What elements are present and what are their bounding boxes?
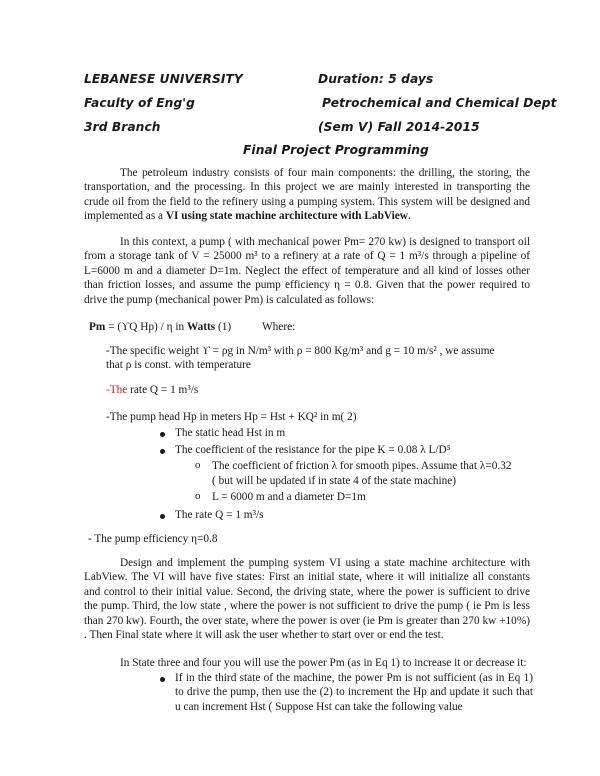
length-diameter-item: L = 6000 m and a diameter D=1m bbox=[212, 491, 366, 503]
specific-weight-line-2: that ρ is const. with temperature bbox=[106, 359, 251, 371]
equation-where: Where: bbox=[262, 321, 296, 333]
equation-number: (1) bbox=[215, 321, 232, 333]
pump-efficiency-line: - The pump efficiency η=0.8 bbox=[88, 533, 218, 545]
resistance-coefficient-item: The coefficient of the resistance for the pipe K = 0.08 λ L/D⁵ bbox=[175, 444, 451, 456]
circle-bullet-icon: o bbox=[195, 490, 201, 502]
faculty-name: Faculty of Eng'g bbox=[84, 96, 195, 110]
department-name: Petrochemical and Chemical Dept bbox=[322, 96, 557, 110]
intro-paragraph-1 bbox=[84, 166, 530, 224]
semester: (Sem V) Fall 2014-2015 bbox=[318, 120, 480, 134]
friction-coefficient-note: ( but will be updated if in state 4 of the state machine) bbox=[212, 475, 457, 487]
circle-bullet-icon: o bbox=[195, 459, 201, 471]
intro-paragraph-2: In this context, a pump ( with mechanical power Pm= 270 kw) is designed to transport oil from a storage tank of V = 25000 m³ to a refinery at a rate of Q = 1 m³/s through a pipeline of L=6000 m and a diameter D=1m. Neglect the effect of temperature and all kind of losses other than friction losses, and assume the pump efficiency η = 0.8. Given that the power required to drive the pump (mechanical power Pm) is calculated as follows: bbox=[84, 236, 530, 306]
specific-weight-line-1: -The specific weight ϒ = ρg in N/m³ with ρ = 800 Kg/m³ and g = 10 m/s² , we assume bbox=[106, 345, 495, 357]
university-name: LEBANESE UNIVERSITY bbox=[84, 72, 243, 86]
bullet-icon bbox=[160, 514, 165, 519]
static-head-item: The static head Hst in m bbox=[175, 427, 286, 439]
duration: Duration: 5 days bbox=[318, 72, 434, 86]
equation-rhs: = (ϒQ Hp) / η in bbox=[105, 321, 187, 333]
bullet-icon bbox=[160, 432, 165, 437]
bullet-icon bbox=[160, 449, 165, 454]
rate-text: rate Q = 1 m³/s bbox=[127, 384, 199, 396]
equation-units: Watts bbox=[186, 321, 216, 333]
friction-coefficient-item: The coefficient of friction λ for smooth pipes. Assume that λ=0.32 bbox=[212, 460, 512, 472]
equation-lhs: Pm bbox=[89, 321, 106, 333]
power-equation bbox=[89, 320, 231, 334]
third-state-item: If in the third state of the machine, the power Pm is not sufficient (as in Eq 1) to drive the pump, then use the (2) to increment the Hp and update it such that u can increment Hst ( Suppose Hst can take the following value bbox=[175, 672, 533, 713]
page-title: Final Project Programming bbox=[243, 143, 429, 157]
intro-text-bold: VI using state machine architecture with LabView bbox=[165, 210, 408, 223]
design-paragraph: Design and implement the pumping system VI using a state machine architecture with LabView. The VI will have five states: First an initial state, where it will initialize all constants and control to their initial value. Second, the driving state, where the power is sufficient to drive the pump. Third, the low state , where the power is not sufficient to drive the pump ( ie Pm is less than 270 kw). Fourth, the over state, where the power is over (ie Pm is greater than 270 kw +10%) . Then Final state where it will ask the user whether to start over or end the test. bbox=[84, 557, 530, 642]
intro-text-a: The petroleum industry consists of four main components: the drilling, the storing, the transportation, and the processing. In this project we are mainly interested in transporting the crude oil from the field to the refinery using a pumping system. This system will be designed and implemented as a bbox=[84, 167, 530, 223]
rate-line bbox=[106, 383, 198, 397]
intro-text-c: . bbox=[407, 210, 411, 223]
rate-item: The rate Q = 1 m³/s bbox=[175, 509, 264, 521]
branch-name: 3rd Branch bbox=[84, 120, 161, 134]
rate-prefix: -The bbox=[106, 384, 128, 396]
pump-head-line: -The pump head Hp in meters Hp = Hst + KQ² in m( 2) bbox=[106, 411, 357, 423]
bullet-icon bbox=[160, 677, 165, 682]
state-paragraph: In State three and four you will use the power Pm (as in Eq 1) to increase it or decrease it: bbox=[120, 657, 527, 669]
